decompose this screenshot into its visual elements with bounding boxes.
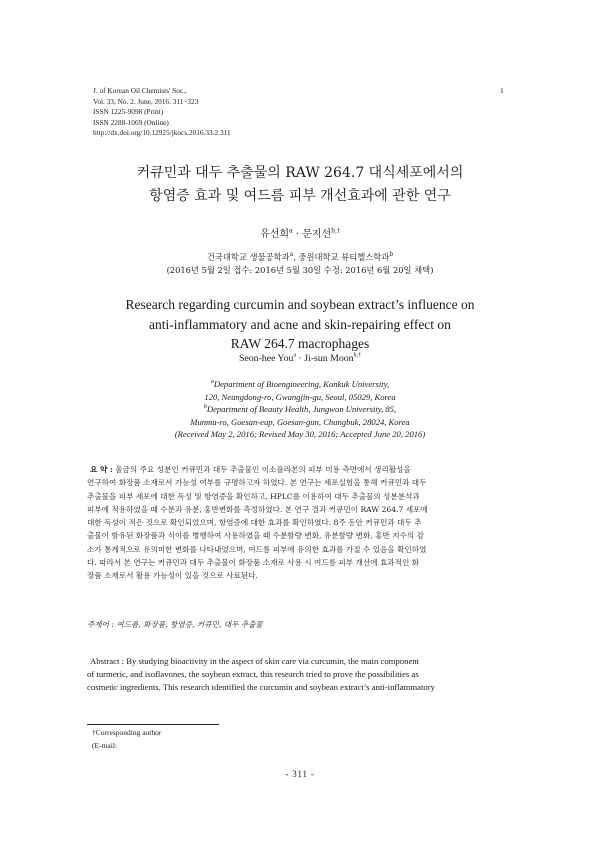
abstract-line: 대한 독성이 적은 것으로 확인되었으며, 항염증에 대한 효과를 확인하였다. 8주 동안 커큐민과 대두 추 bbox=[87, 518, 422, 528]
doi-link[interactable]: http://dx.doi.org/10.12925/jkocs.2016.33.2.311 bbox=[93, 128, 231, 138]
korean-affiliation bbox=[60, 251, 540, 277]
abstract-line: 추출물을 피부 세포에 대한 독성 및 항염증을 확인하고, HPLC를 이용하여 대두 추출물의 성분분석과 bbox=[87, 491, 420, 501]
author-name: 문지선 bbox=[302, 229, 332, 240]
affiliation-mark: a bbox=[289, 227, 293, 235]
affiliation-mark: b,† bbox=[331, 227, 340, 235]
korean-abstract-label: 요 약 : bbox=[90, 465, 113, 474]
abstract-line: 피부에 적용하였을 때 수분과 유분, 홍반변화를 측정하였다. 본 연구 결과 커큐민이 RAW 264.7 세포에 bbox=[87, 504, 428, 514]
abstract-line: 장품 소재로서 활용 가능성이 있을 것으로 사료된다. bbox=[87, 571, 258, 581]
korean-title bbox=[60, 162, 540, 208]
abstract-line bbox=[87, 655, 513, 668]
abstract-line: 소가 통계적으로 유의미한 변화를 나타내었으며, 여드름 피부에 유의한 효과를 가질 수 있음을 확인하였 bbox=[87, 544, 427, 554]
abstract-line: 다. 따라서 본 연구는 커큐민과 대두 추출물이 화장품 소재로 사용 시 여드름 피부 개선에 효과적인 화 bbox=[87, 558, 420, 568]
english-affiliation bbox=[100, 378, 500, 441]
abstract-line bbox=[87, 463, 513, 476]
korean-dates: (2016년 5월 2일 접수: 2016년 5월 30일 수정: 2016년 6월 20일 채택) bbox=[166, 265, 434, 275]
issn-online: ISSN 2288-1069 (Online) bbox=[93, 117, 169, 127]
affiliation-mark: a bbox=[210, 379, 214, 386]
korean-authors bbox=[0, 225, 600, 240]
corresponding-author-note: †Corresponding author bbox=[92, 728, 162, 737]
english-abstract-label: Abstract bbox=[90, 656, 120, 666]
affiliation-mark: b bbox=[203, 404, 207, 411]
english-affiliation-line: Munmu-ro, Goesan-eup, Goesan-gun, Chungbuk, 28024, Korea bbox=[190, 416, 410, 427]
korean-abstract bbox=[87, 463, 513, 583]
journal-info bbox=[93, 86, 231, 139]
english-dates: (Received May 2, 2016; Revised May 30, 2016; Accepted June 20, 2016) bbox=[174, 429, 426, 440]
email-note: (E-mail: bbox=[92, 740, 117, 750]
english-affiliation-line bbox=[100, 378, 500, 391]
korean-keywords: 주제어 : 여드름, 화장품, 항염증, 커큐민, 대두 추출물 bbox=[87, 620, 263, 629]
affiliation-b-line: Department of Beauty Health, Jungwon University, 85, bbox=[206, 404, 397, 415]
page-number: - 311 - bbox=[285, 769, 315, 779]
english-abstract bbox=[87, 655, 513, 694]
author-separator: · bbox=[296, 353, 305, 364]
page-corner-number: 1 bbox=[500, 86, 504, 95]
footnote bbox=[92, 727, 161, 752]
english-title-line: Research regarding curcumin and soybean extract’s influence on bbox=[125, 297, 475, 312]
affiliation-a-line: Department of Bioengineering, Konkuk University, bbox=[213, 379, 390, 389]
affiliation-mark: a bbox=[289, 251, 294, 259]
english-title-line: anti-inflammatory and acne and skin-repairing effect on bbox=[149, 316, 451, 332]
english-title-line: RAW 264.7 macrophages bbox=[230, 336, 370, 351]
korean-title-line: 커큐민과 대두 추출물의 RAW 264.7 대식세포에서의 bbox=[136, 165, 464, 181]
affiliation-mark: b,† bbox=[353, 352, 362, 359]
issn-print: ISSN 1225-9098 (Print) bbox=[93, 107, 164, 117]
affiliation-b: , 중원대학교 뷰티헬스학과 bbox=[293, 252, 390, 262]
affiliation-mark: a bbox=[293, 352, 297, 359]
journal-name: J. of Korean Oil Chemists' Soc., bbox=[93, 86, 187, 95]
english-title bbox=[70, 295, 530, 354]
affiliation-mark: b bbox=[389, 251, 394, 259]
abstract-line: cosmetic ingredients. This research identified the curcumin and soybean extract’s anti-inflammatory bbox=[87, 682, 435, 693]
abstract-text: 울금의 주요 성분인 커큐민과 대두 추출물인 이소플라본의 피부 미용 측면에서 생리활성을 bbox=[112, 465, 411, 474]
affiliation-a: 건국대학교 생물공학과 bbox=[206, 252, 290, 262]
english-authors bbox=[0, 353, 600, 364]
author-separator: · bbox=[292, 229, 303, 240]
author-name: 유선희 bbox=[260, 229, 290, 240]
abstract-line: of turmeric, and isoflavones, the soybean extract, this research tried to prove the possibilities as bbox=[87, 669, 419, 680]
abstract-line: 출물이 함유된 화장품과 식이를 병행하여 사용하였을 때 수분함량 변화, 유분함량 변화, 홍반 지수의 감 bbox=[87, 531, 424, 541]
author-name: Ji-sun Moon bbox=[304, 353, 354, 364]
korean-affiliation-line bbox=[60, 251, 540, 264]
abstract-line: 연구하여 화장품 소재로서 가능성 여부를 규명하고자 하였다. 본 연구는 세포실험을 통해 커큐민과 대두 bbox=[87, 478, 427, 488]
author-name: Seon-hee You bbox=[238, 353, 294, 364]
english-affiliation-line bbox=[100, 403, 500, 416]
footnote-divider bbox=[87, 724, 219, 725]
abstract-text: : By studying bioactivity in the aspect of skin care via curcumin, the main component bbox=[119, 656, 420, 666]
english-affiliation-line: 120, Neungdong-ro, Gwangjin-gu, Seoul, 05029, Korea bbox=[204, 391, 396, 402]
journal-volume: Vol. 33, No. 2. June, 2016. 311~323 bbox=[93, 96, 199, 106]
korean-title-line: 항염증 효과 및 여드름 피부 개선효과에 관한 연구 bbox=[149, 188, 451, 204]
